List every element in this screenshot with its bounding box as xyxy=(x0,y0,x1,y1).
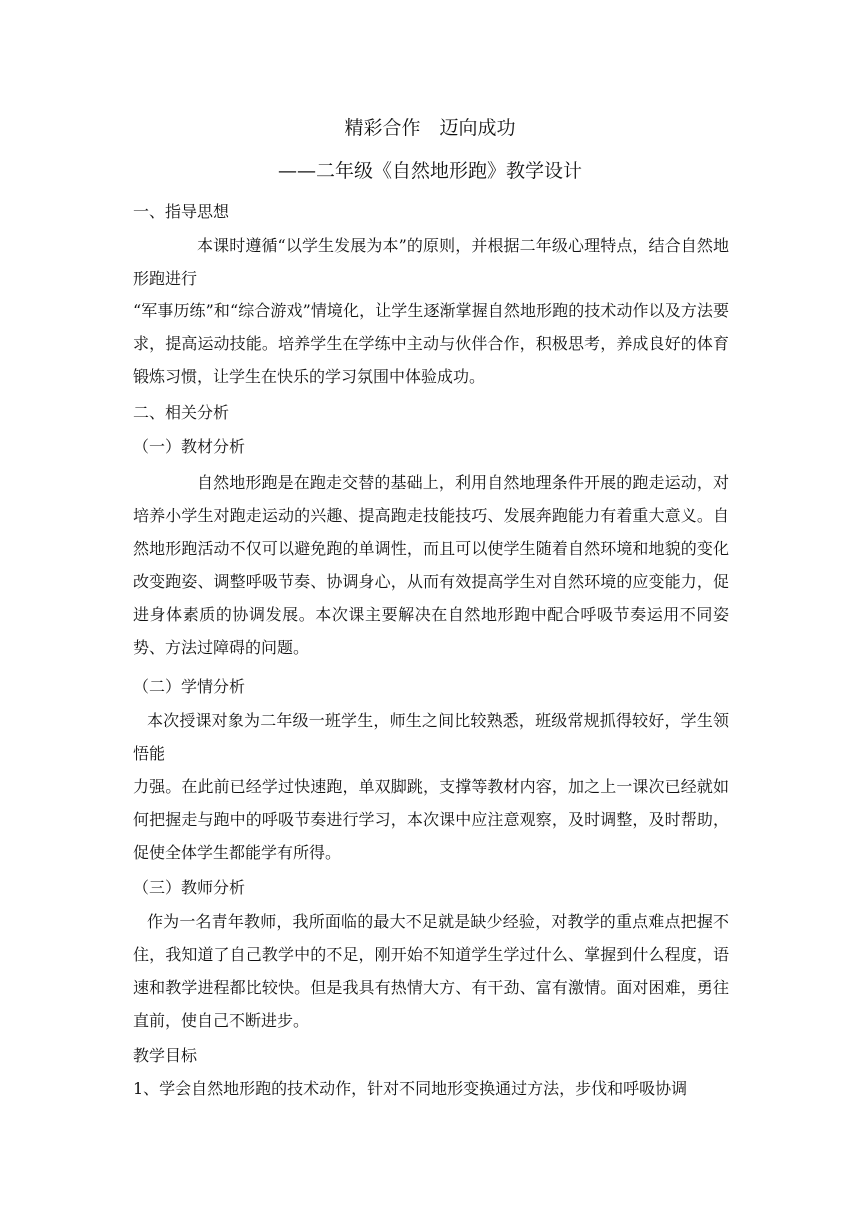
guiding-paragraph-1: 本课时遵循“以学生发展为本”的原则，并根据二年级心理特点，结合自然地形跑进行 xyxy=(133,236,729,288)
section-heading-guiding: 一、指导思想 xyxy=(133,202,230,221)
section-heading-analysis: 二、相关分析 xyxy=(133,403,230,422)
section-heading-goals: 教学目标 xyxy=(133,1046,198,1065)
subsection-heading-material: （一）教材分析 xyxy=(133,437,246,456)
student-paragraph-2: 力强。在此前已经学过快速跑，单双脚跳，支撑等教材内容，加之上一课次已经就如何把握走与跑中的呼吸节奏进行学习，本次课中应注意观察，及时调整，及时帮助，促使全体学生都能学有所得。 xyxy=(133,777,729,862)
subsection-heading-teacher: （三）教师分析 xyxy=(133,878,246,897)
goal-item-1: 1、学会自然地形跑的技术动作，针对不同地形变换通过方法，步伐和呼吸协调 xyxy=(133,1079,688,1098)
subsection-heading-student: （二）学情分析 xyxy=(133,677,246,696)
material-paragraph: 自然地形跑是在跑走交替的基础上，利用自然地理条件开展的跑走运动，对培养小学生对跑走运动的兴趣、提高跑走技能技巧、发展奔跑能力有着重大意义。自然地形跑活动不仅可以避免跑的单调性，而且可以使学生随着自然环境和地貌的变化改变跑姿、调整呼吸节奏、协调身心，从而有效提高学生对自然环境的应变能力，促进身体素质的协调发展。本次课主要解决在自然地形跑中配合呼吸节奏运用不同姿势、方法过障碍的问题。 xyxy=(133,473,729,657)
teacher-paragraph: 作为一名青年教师，我所面临的最大不足就是缺少经验，对教学的重点难点把握不住，我知道了自己教学中的不足，刚开始不知道学生学过什么、掌握到什么程度，语速和教学进程都比较快。但是我具有热情大方、有干劲、富有激情。面对困难，勇往直前，使自己不断进步。 xyxy=(133,912,729,1030)
student-paragraph-1: 本次授课对象为二年级一班学生，师生之间比较熟悉，班级常规抓得较好，学生领悟能 xyxy=(133,711,729,763)
document-title: 精彩合作 迈向成功 xyxy=(344,117,516,139)
document-subtitle: ——二年级《自然地形跑》教学设计 xyxy=(277,160,582,182)
guiding-paragraph-2: “军事历练”和“综合游戏”情境化，让学生逐渐掌握自然地形跑的技术动作以及方法要求，提高运动技能。培养学生在学练中主动与伙伴合作，积极思考，养成良好的体育锻炼习惯，让学生在快乐的学习氛围中体验成功。 xyxy=(133,301,729,386)
